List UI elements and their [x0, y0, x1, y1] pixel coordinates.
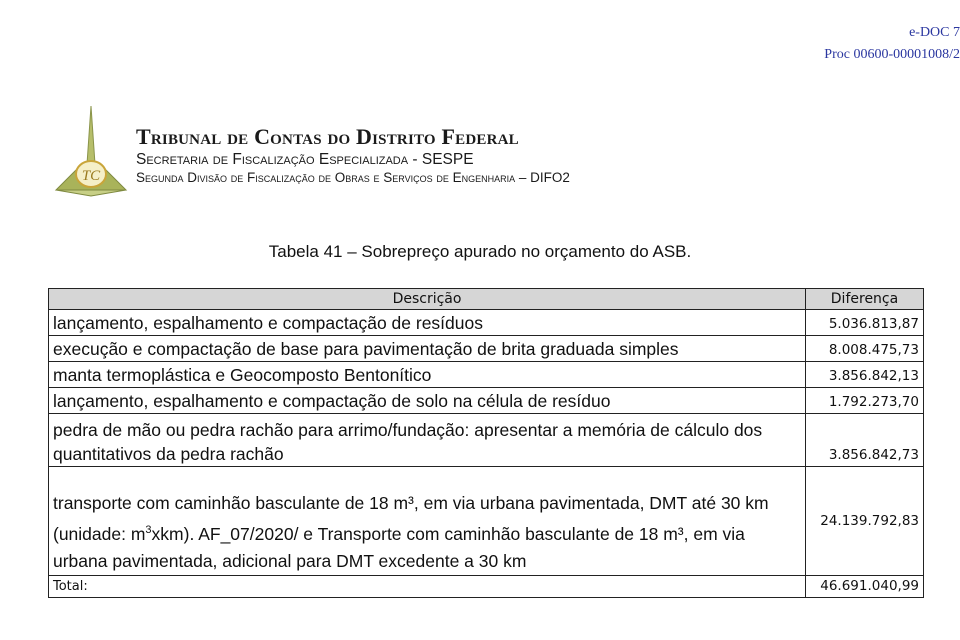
row-description-part-b: xkm). AF_07/2020/ e Transporte com caminhão basculante de 18 m³, em via urbana pavimentada, adicional para DMT excedente a 30 km — [53, 524, 745, 571]
row-value: 1.792.273,70 — [806, 388, 924, 414]
row-description: pedra de mão ou pedra rachão para arrimo/fundação: apresentar a memória de cálculo dos quantitativos da pedra rachão — [49, 414, 806, 467]
row-description: lançamento, espalhamento e compactação de resíduos — [49, 310, 806, 336]
table-row — [49, 388, 924, 414]
table-row — [49, 336, 924, 362]
total-label: Total: — [49, 576, 806, 598]
row-value: 3.856.842,73 — [806, 414, 924, 467]
process-number: Proc 00600-00001008/2 — [824, 47, 960, 62]
table-row — [49, 467, 924, 576]
row-description — [49, 467, 806, 576]
table-total-row — [49, 576, 924, 598]
header-descricao: Descrição — [49, 289, 806, 310]
org-secretaria: Secretaria de Fiscalização Especializada - SESPE — [136, 151, 474, 168]
table-caption: Tabela 41 – Sobrepreço apurado no orçamento do ASB. — [268, 242, 692, 261]
row-value: 5.036.813,87 — [806, 310, 924, 336]
row-value: 8.008.475,73 — [806, 336, 924, 362]
table-row — [49, 362, 924, 388]
sobrepreco-table — [48, 288, 924, 598]
header-diferenca: Diferença — [806, 289, 924, 310]
row-value: 24.139.792,83 — [806, 467, 924, 576]
row-description: execução e compactação de base para pavimentação de brita graduada simples — [49, 336, 806, 362]
edoc-number: e-DOC 7 — [909, 25, 960, 40]
total-value: 46.691.040,99 — [806, 576, 924, 598]
org-divisao: Segunda Divisão de Fiscalização de Obras e Serviços de Engenharia – DIFO2 — [136, 170, 570, 185]
tcdf-logo-icon — [54, 104, 128, 198]
table-header-row — [49, 289, 924, 310]
edoc-stamp — [824, 22, 960, 66]
table-row — [49, 310, 924, 336]
table-row — [49, 414, 924, 467]
row-value: 3.856.842,13 — [806, 362, 924, 388]
org-title: Tribunal de Contas do Distrito Federal — [136, 124, 519, 149]
row-description: manta termoplástica e Geocomposto Bentonítico — [49, 362, 806, 388]
row-description-part-a: transporte com caminhão basculante de 18 m³, em via urbana pavimentada, DMT até 30 km (unidade: m — [53, 493, 769, 544]
row-description: lançamento, espalhamento e compactação de solo na célula de resíduo — [49, 388, 806, 414]
row-description-superscript: 3 — [145, 524, 152, 537]
organization-header — [136, 124, 570, 187]
logo-letters: TC — [81, 168, 101, 184]
